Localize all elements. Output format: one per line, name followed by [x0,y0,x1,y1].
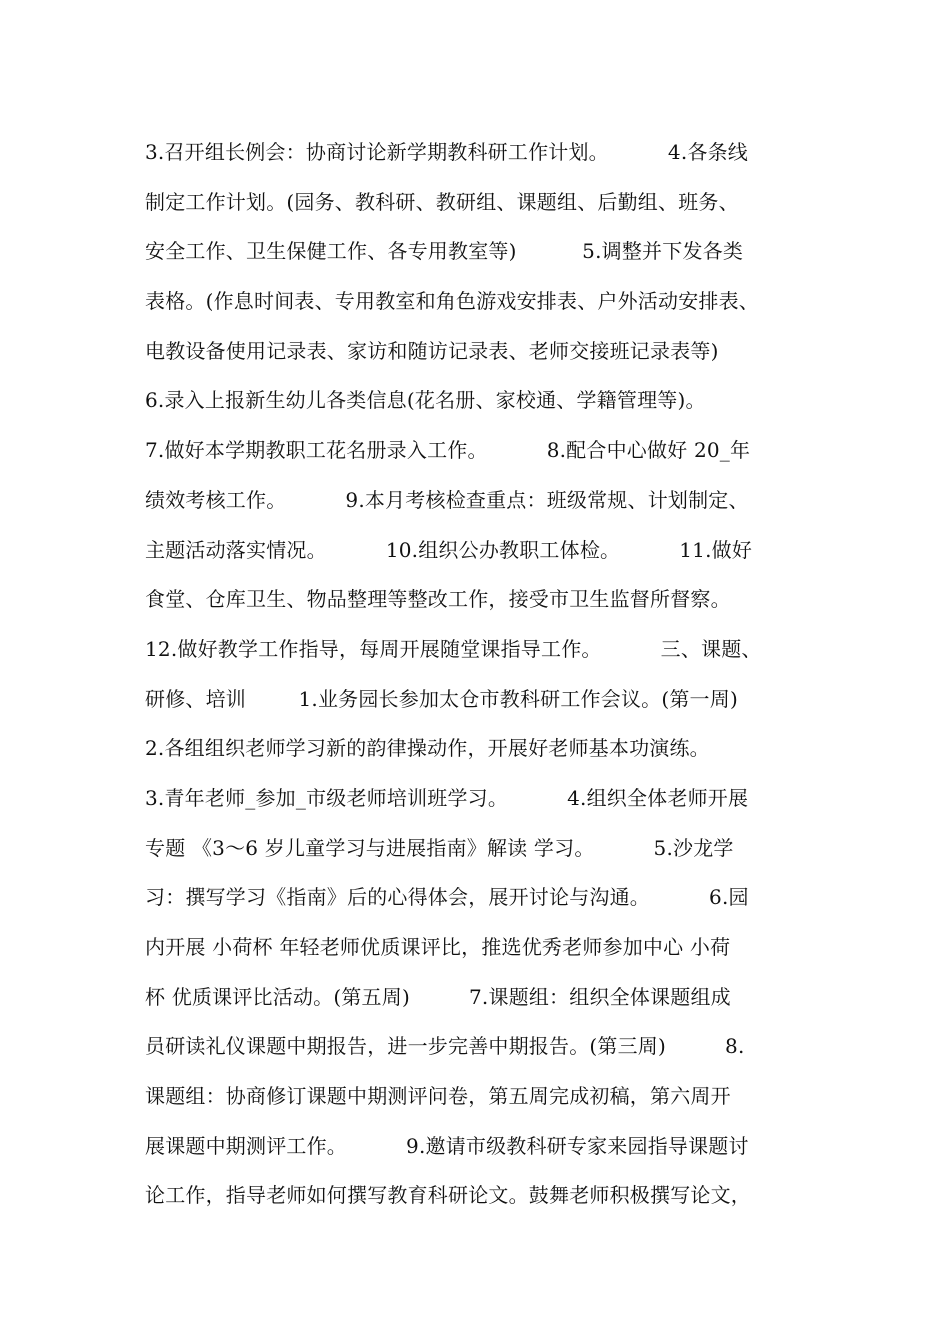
text-line: 电教设备使用记录表、家访和随访记录表、老师交接班记录表等) [145,338,719,363]
text-line: 12.做好教学工作指导，每周开展随堂课指导工作。 三、课题、 [145,636,762,661]
text-line: 习：撰写学习《指南》后的心得体会，展开讨论与沟通。 6.园 [145,885,749,910]
text-line: 6.录入上报新生幼儿各类信息(花名册、家校通、学籍管理等)。 [145,388,706,413]
text-line: 3.召开组长例会：协商讨论新学期教科研工作计划。 4.各条线 [145,140,748,164]
text-line: 7.做好本学期教职工花名册录入工作。 8.配合中心做好 20_年 [145,438,751,463]
text-line: 杯 优质课评比活动。(第五周) 7.课题组：组织全体课题组成 [145,984,731,1009]
text-line: 3.青年老师_参加_市级老师培训班学习。 4.组织全体老师开展 [145,785,749,810]
text-line: 绩效考核工作。 9.本月考核检查重点：班级常规、计划制定、 [145,487,749,512]
text-line: 论工作，指导老师如何撰写教育科研论文。鼓舞老师积极撰写论文， [145,1183,751,1208]
document-body [145,132,835,1225]
text-line: 2.各组组织老师学习新的韵律操动作，开展好老师基本功演练。 [145,736,710,761]
text-line: 表格。(作息时间表、专用教室和角色游戏安排表、户外活动安排表、 [145,289,760,314]
text-line: 制定工作计划。(园务、教科研、教研组、课题组、后勤组、班务、 [145,189,739,214]
text-line: 员研读礼仪课题中期报告，进一步完善中期报告。(第三周) 8. [145,1034,745,1059]
text-line: 食堂、仓库卫生、物品整理等整改工作，接受市卫生监督所督察。 [145,587,731,612]
text-line: 内开展 小荷杯 年轻老师优质课评比，推选优秀老师参加中心 小荷 [145,935,731,959]
text-line: 研修、培训 1.业务园长参加太仓市教科研工作会议。(第一周) [145,686,738,711]
text-line: 主题活动落实情况。 10.组织公办教职工体检。 11.做好 [145,537,753,562]
text-line: 专题 《3～6 岁儿童学习与进展指南》解读 学习。 5.沙龙学 [145,835,734,860]
text-line: 课题组：协商修订课题中期测评问卷，第五周完成初稿，第六周开 [145,1084,731,1109]
text-line: 展课题中期测评工作。 9.邀请市级教科研专家来园指导课题讨 [145,1133,749,1158]
text-line: 安全工作、卫生保健工作、各专用教室等) 5.调整并下发各类 [145,239,744,264]
